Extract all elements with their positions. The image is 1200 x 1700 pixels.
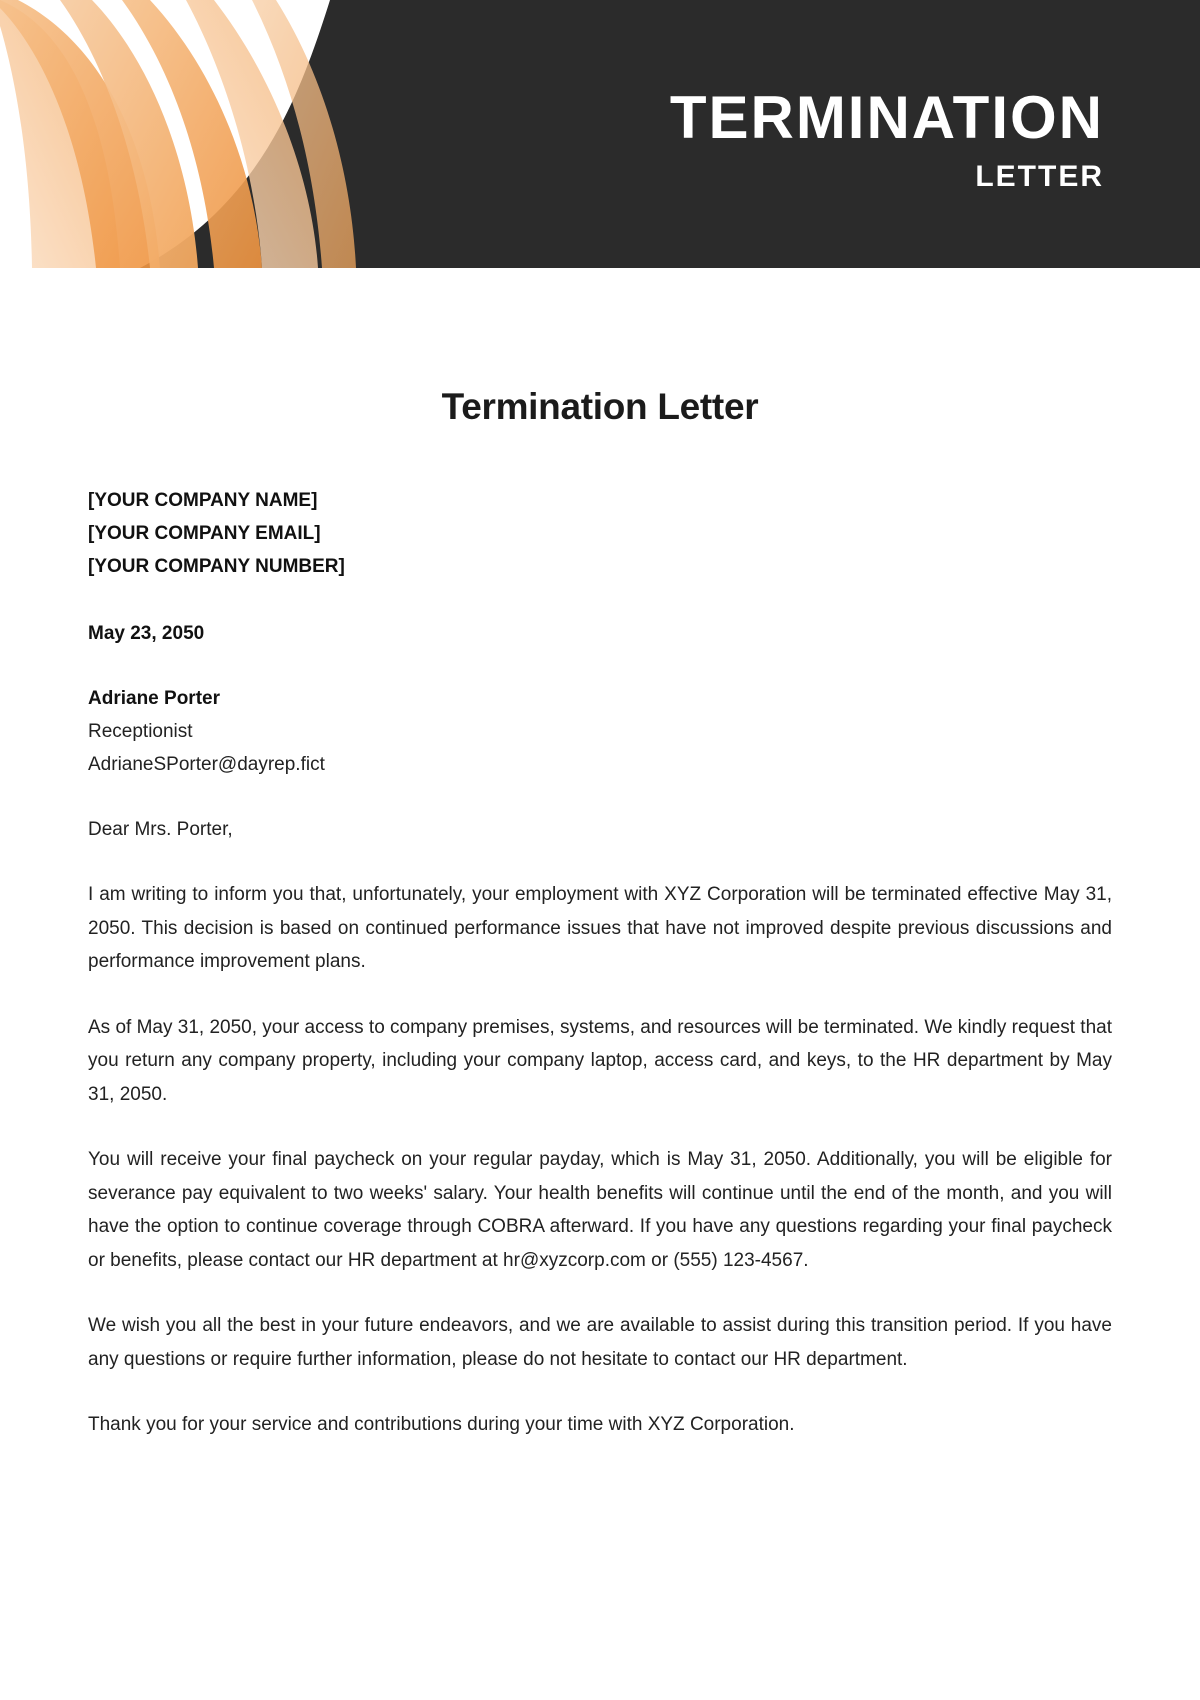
document-title: Termination Letter <box>441 386 759 427</box>
decorative-waves-graphic <box>0 0 430 268</box>
sender-company-email: [YOUR COMPANY EMAIL] <box>88 523 321 544</box>
recipient-name: Adriane Porter <box>88 688 220 709</box>
document-body <box>0 386 1200 1442</box>
letter-paragraph-2: As of May 31, 2050, your access to company premises, systems, and resources will be terminated. We kindly request that you return any company property, including your company laptop, access card, and keys, to the HR department by May 31, 2050. <box>88 1016 1112 1105</box>
header-title: TERMINATION <box>669 84 1104 151</box>
recipient-block <box>88 682 1112 781</box>
letter-date: May 23, 2050 <box>88 623 205 644</box>
sender-company-number: [YOUR COMPANY NUMBER] <box>88 556 345 577</box>
sender-company-name: [YOUR COMPANY NAME] <box>88 490 318 511</box>
letter-paragraph-4: We wish you all the best in your future endeavors, and we are available to assist during this transition period. If you have any questions or require further information, please do not hesitate to contact our HR department. <box>88 1315 1112 1370</box>
letter-paragraph-3: You will receive your final paycheck on your regular payday, which is May 31, 2050. Additionally, you will be eligible for severance pay equivalent to two weeks' salary. Your health benefits will continue until the end of the month, and you will have the option to continue coverage through COBRA afterward. If you have any questions regarding your final paycheck or benefits, please contact our HR department at hr@xyzcorp.com or (555) 123-4567. <box>88 1149 1112 1271</box>
recipient-title: Receptionist <box>88 721 193 742</box>
letter-date-block <box>88 617 1112 650</box>
letter-paragraph-1: I am writing to inform you that, unfortunately, your employment with XYZ Corporation will be terminated effective May 31, 2050. This decision is based on continued performance issues that have not improved despite previous discussions and performance improvement plans. <box>88 884 1112 972</box>
header-subtitle: LETTER <box>975 160 1104 193</box>
letterhead-banner <box>0 0 1200 268</box>
sender-block <box>88 484 1112 583</box>
letter-paragraph-5: Thank you for your service and contributions during your time with XYZ Corporation. <box>88 1414 795 1435</box>
header-title-group <box>484 84 1104 193</box>
recipient-email: AdrianeSPorter@dayrep.fict <box>88 754 325 775</box>
salutation: Dear Mrs. Porter, <box>88 819 233 840</box>
